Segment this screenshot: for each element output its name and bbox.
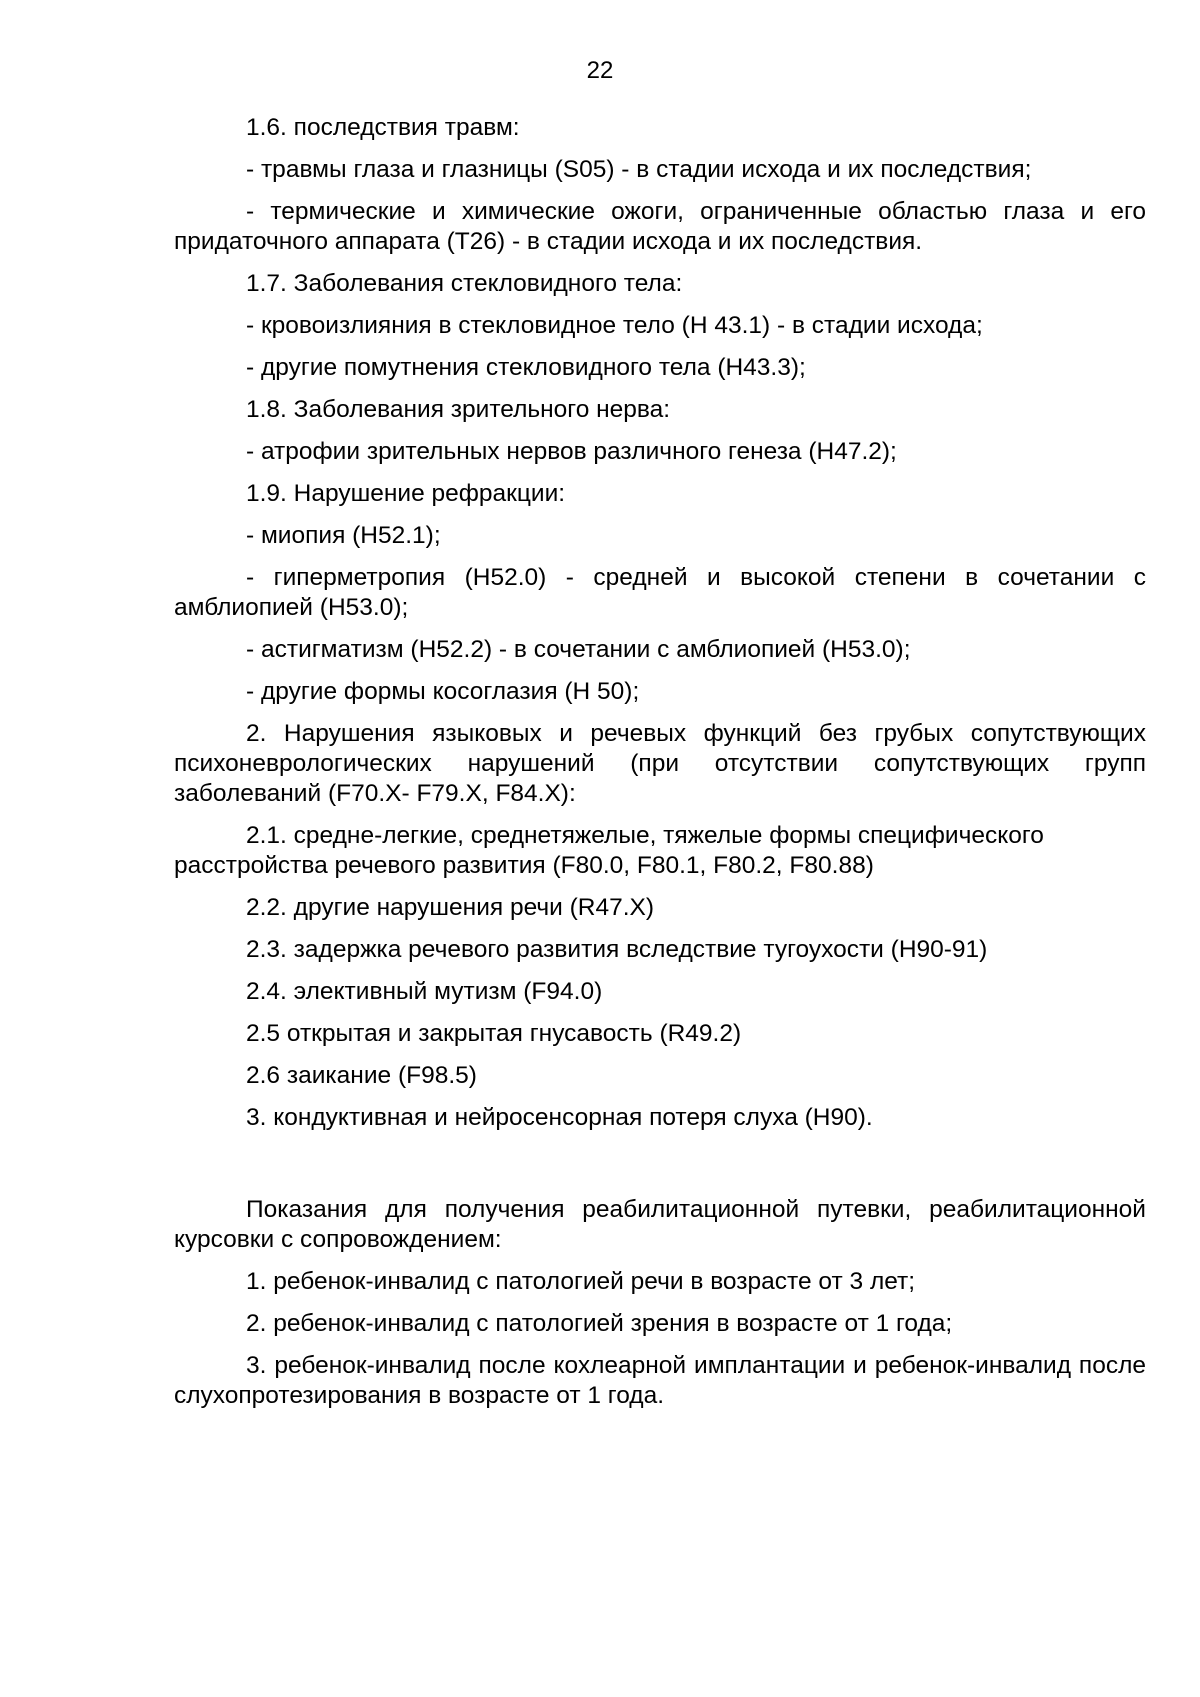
paragraph-2-3: 2.3. задержка речевого развития вследствие тугоухости (Н90-91)	[246, 936, 988, 963]
paragraph-2-2: 2.2. другие нарушения речи (R47.X)	[246, 894, 655, 921]
paragraph-optic-atrophy: - атрофии зрительных нервов различного генеза (Н47.2);	[246, 438, 897, 465]
paragraph-burns: - термические и химические ожоги, ограниченные областью глаза и его придаточного аппарата (Т26) - в стадии исхода и их последствия.	[174, 198, 1146, 255]
paragraph-1-7-heading: 1.7. Заболевания стекловидного тела:	[246, 270, 683, 297]
paragraph-2-6: 2.6 заикание (F98.5)	[246, 1062, 477, 1089]
indication-item-1: 1. ребенок-инвалид с патологией речи в возрасте от 3 лет;	[246, 1268, 916, 1295]
indication-item-3: 3. ребенок-инвалид после кохлеарной имплантации и ребенок-инвалид после слухопротезирования в возрасте от 1 года.	[174, 1352, 1146, 1409]
paragraph-2-heading: 2. Нарушения языковых и речевых функций без грубых сопутствующих психоневрологических нарушений (при отсутствии сопутствующих групп заболеваний (F70.X- F79.X, F84.X):	[174, 720, 1146, 807]
paragraph-3: 3. кондуктивная и нейросенсорная потеря слуха (Н90).	[246, 1104, 873, 1131]
page-number: 22	[586, 57, 614, 84]
paragraph-2-5: 2.5 открытая и закрытая гнусавость (R49.2)	[246, 1020, 742, 1047]
indication-item-2: 2. ребенок-инвалид с патологией зрения в возрасте от 1 года;	[246, 1310, 953, 1337]
paragraph-strabismus: - другие формы косоглазия (Н 50);	[246, 678, 640, 705]
paragraph-hemorrhage: - кровоизлияния в стекловидное тело (Н 43.1) - в стадии исхода;	[246, 312, 983, 339]
paragraph-astigmatism: - астигматизм (Н52.2) - в сочетании с амблиопией (Н53.0);	[246, 636, 911, 663]
document-body	[174, 113, 1146, 1423]
paragraph-myopia: - миопия (Н52.1);	[246, 522, 441, 549]
paragraph-eye-trauma: - травмы глаза и глазницы (S05) - в стадии исхода и их последствия;	[246, 156, 1032, 183]
paragraph-hypermetropia: - гиперметропия (Н52.0) - средней и высокой степени в сочетании с амблиопией (Н53.0);	[174, 564, 1146, 621]
paragraph-1-8-heading: 1.8. Заболевания зрительного нерва:	[246, 396, 671, 423]
paragraph-1-6-heading: 1.6. последствия травм:	[246, 114, 520, 141]
paragraph-2-1: 2.1. средне-легкие, среднетяжелые, тяжелые формы специфического расстройства речевого развития (F80.0, F80.1, F80.2, F80.88)	[174, 822, 1044, 879]
section-spacer	[174, 1145, 1146, 1195]
paragraph-2-4: 2.4. элективный мутизм (F94.0)	[246, 978, 603, 1005]
paragraph-opacities: - другие помутнения стекловидного тела (Н43.3);	[246, 354, 806, 381]
paragraph-1-9-heading: 1.9. Нарушение рефракции:	[246, 480, 566, 507]
indications-heading: Показания для получения реабилитационной путевки, реабилитационной курсовки с сопровождением:	[174, 1196, 1146, 1253]
